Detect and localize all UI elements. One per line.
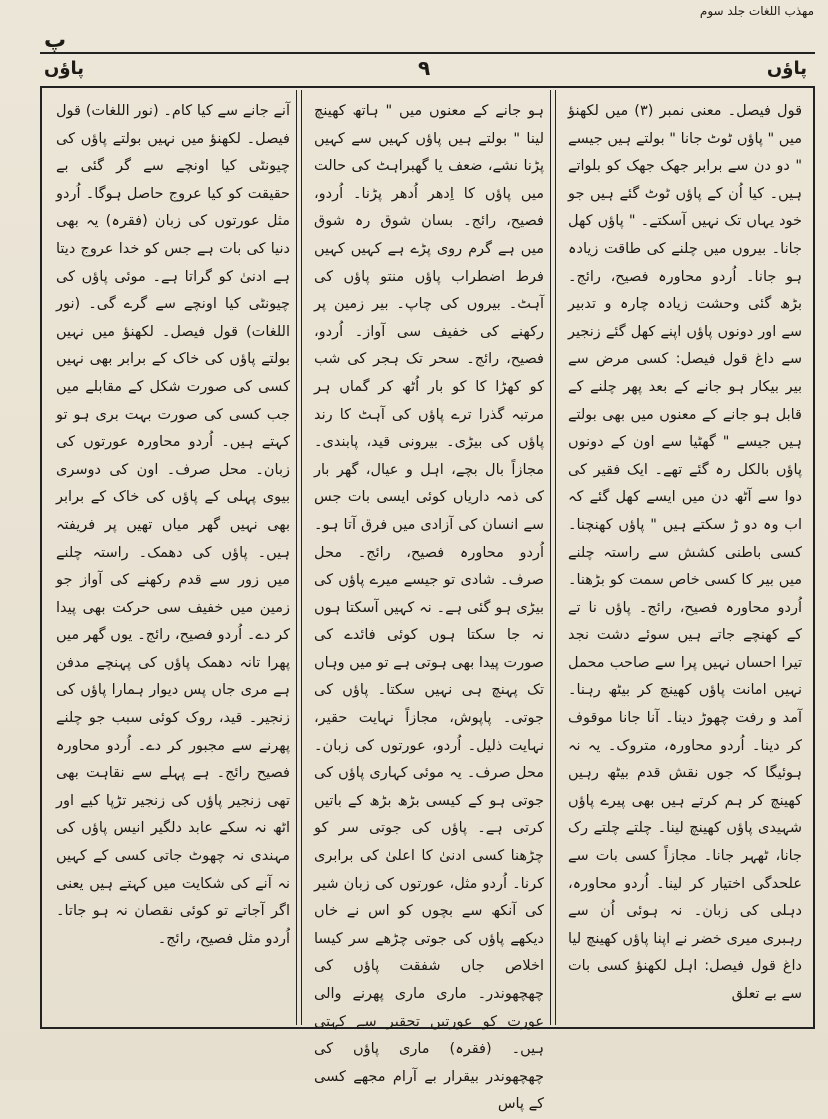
headword-right: پاؤں <box>766 58 807 79</box>
section-letter: پ <box>44 28 67 53</box>
column-middle-text: ہو جانے کے معنوں میں " ہاتھ کھینچ لینا " بولتے ہیں پاؤں کہیں سے کہیں پڑنا نشے، ضعف یا گھبراہٹ کی حالت میں پاؤں کا اِدھر اُدھر پڑنا۔ اُردو، فصیح، رائج۔ بسان شوق رہ شوق میں ہے گرم روی پڑے ہے کہیں کہیں فرط اضطراب پاؤں منتو پاؤں کی آہٹ۔ بیروں کی چاپ۔ بیر زمین پر رکھنے کی خفیف سی آواز۔ اُردو، فصیح، رائج۔ سحر تک ہجر کی شب کو کھڑا کا کو بار اُٹھ کر گماں ہر مرتبہ گذرا ترے پاؤں کی آہٹ کا رند پاؤں کی بیڑی۔ بیرونی قید، پابندی۔ مجازاً بال بچے، اہل و عیال، گھر بار کی ذمہ داریاں کوئی ایسی بات جس سے انسان کی آزادی میں فرق آتا ہو۔ اُردو محاورہ فصیح، رائج۔ محل صرف۔ شادی تو جیسے میرے پاؤں کی بیڑی ہو گئی ہے۔ نہ کہیں آسکتا ہوں نہ جا سکتا ہوں کوئی فائدے کی صورت پیدا بھی ہوتی ہے تو میں وہاں تک پہنچ ہی نہیں سکتا۔ پاؤں کی جوتی۔ پاپوش، مجازاً نہایت حقیر، نہایت ذلیل۔ اُردو، عورتوں کی زبان۔ محل صرف۔ یہ موئی کہاری پاؤں کی جوتی ہو کے کیسی بڑھ بڑھ کے باتیں کرتی ہے۔ پاؤں کی جوتی سر کو چڑھنا کسی ادنیٰ کا اعلیٰ کی برابری کرنا۔ اُردو مثل، عورتوں کی زبان شیر کی آنکھ سے بچوں کو اس نے خاں دیکھے پاؤں کی جوتی چڑھے سر کیسا اخلاص جاں شفقت پاؤں کی چھچھوندر۔ ماری ماری پھرنے والی عورت کو عورتیں تحقیر سے کہتی ہیں۔ (فقرہ) ماری پاؤں کی چھچھوندر بیقرار بے آرام مجھے کسی کے پاس <box>314 103 544 1113</box>
column-right-text: قول فیصل۔ معنی نمبر (۳) میں لکھنؤ میں " پاؤں ٹوٹ جانا " بولتے ہیں جیسے " دو دن سے برابر جھک جھک کو بلواتے ہیں۔ کیا اُن کے پاؤں ٹوٹ گئے ہیں جو خود یہاں تک نہیں آسکتے۔ " پاؤں کھل جانا۔ بیروں میں چلنے کی طاقت زیادہ ہو جانا۔ اُردو محاورہ فصیح، رائج۔ بڑھ گئی وحشت زیادہ چارہ و تدبیر سے اور دونوں پاؤں اپنے کھل گئے زنجیر سے داغ قول فیصل: کسی مرض سے بیر بیکار ہو جانے کے بعد پھر چلنے کے قابل ہو جانے کے معنوں میں بھی بولتے ہیں جیسے " گھٹیا سے اون کے دونوں پاؤں بالکل رہ گئے تھے۔ ایک فقیر کی دوا سے آٹھ دن میں ایسے کھل گئے کہ اب وہ دو ڑ سکتے ہیں " پاؤں کھنچنا۔ کسی باطنی کشش سے راستہ چلنے میں بیر کا کسی خاص سمت کو بڑھنا۔ اُردو محاورہ فصیح، رائج۔ پاؤں نا تے کے کھنچے جاتے ہیں سوئے دشت نجد تیرا احساں نہیں پرا سے صاحب محمل نہیں امانت پاؤں کھینچ کر بیٹھ رہنا۔ آمد و رفت چھوڑ دینا۔ آنا جانا موقوف کر دینا۔ اُردو محاورہ، متروک۔ یہ نہ ہوئیگا کہ جوں نقش قدم بیٹھ رہیں کھینچ کر ہم کرتے ہیں بھی پیرے پاؤں شہیدی پاؤں کھینچ لینا۔ چلتے چلتے رک جانا، ٹھہر جانا۔ مجازاً کسی بات سے علحدگی اختیار کر لینا۔ اُردو محاورہ، دہلی کی زبان۔ نہ ہوئی اُن سے رہبری میری خضر نے اپنا پاؤں کھینچ لیا داغ قول فیصل: اہل لکھنؤ کسی بات سے بے تعلق <box>567 103 802 1002</box>
column-left <box>46 90 300 1025</box>
page-header <box>40 52 815 88</box>
column-right <box>558 90 812 1025</box>
running-head: مهذب اللغات جلد سوم <box>699 4 814 18</box>
text-columns <box>40 86 815 1113</box>
column-middle <box>304 90 554 1113</box>
column-left-text: آنے جانے سے کیا کام۔ (نور اللغات) قول فیصل۔ لکھنؤ میں نہیں بولتے پاؤں کی چیونٹی کیا اونچے سے گر گئی بے حقیقت کو کیا عروج حاصل ہوگا۔ اُردو مثل عورتوں کی زبان (فقرہ) یہ بھی دنیا کی بات ہے جس کو خدا عروج دیتا ہے ادنیٰ کو گراتا ہے۔ موئی پاؤں کی چیونٹی کیا اونچے سے گرے گی۔ (نور اللغات) قول فیصل۔ لکھنؤ میں نہیں بولتے پاؤں کی خاک کے برابر بھی نہیں کسی کی صورت شکل کے مقابلے میں جب کسی کی صورت بہت بری ہو تو کہتے ہیں۔ اُردو محاورہ عورتوں کی زبان۔ محل صرف۔ اون کی دوسری بیوی پہلی کے پاؤں کی خاک کے برابر بھی نہیں گھر میاں تھیں پر فریفتہ ہیں۔ پاؤں کی دھمک۔ راستہ چلنے میں زور سے قدم رکھنے کی آواز جو زمین میں خفیف سی حرکت بھی پیدا کر دے۔ اُردو فصیح، رائج۔ یوں گھر میں پھرا تانہ دھمک پاؤں کی پہنچے مدفن ہے مری جاں پس دیوار ہمارا پاؤں کی زنجیر۔ قید، روک کوئی سبب جو چلنے پھرنے سے مجبور کر دے۔ اُردو محاورہ فصیح رائج۔ ہے پہلے سے نقاہت بھی تھی زنجیر پاؤں کی زنجیر تڑپا کیے اور اٹھ نہ سکے عابد دلگیر انیس پاؤں کی مہندی نہ چھوٹ جاتی کسی کے کہیں نہ آنے کی شکایت میں کہتے ہیں یعنی اگر آجاتے تو کوئی نقصان نہ ہو جاتا۔ اُردو مثل فصیح، رائج۔ <box>56 103 290 947</box>
headword-left: پاؤں <box>44 58 85 79</box>
page-number: ۹ <box>418 56 431 80</box>
